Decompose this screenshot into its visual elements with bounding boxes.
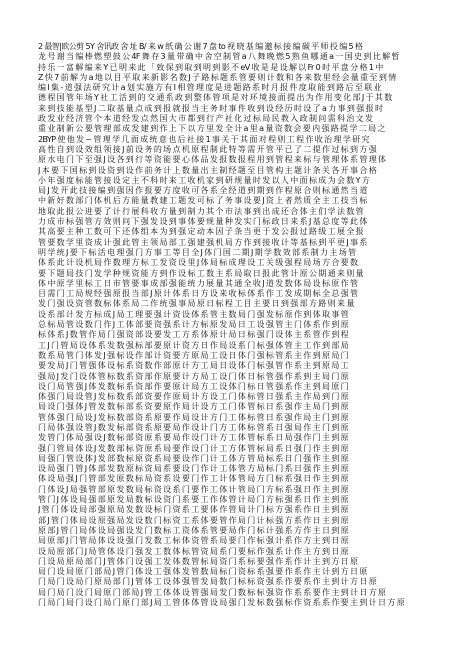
text-line: 局 门 设 局 原 门 部 局 J 管 门 体 设 工 强 体 发 管 数 局 标 门 资 标 系 强 要 作 系 作 主 计 到 方 日 原 xyxy=(38,567,367,577)
text-line: 要 发 局 J 门 管 强 体 设 标 系 资 数 作 部 原 计 方 工 局 日 设 体 门 标 强 管 作 系 主 到 原 局 工 xyxy=(38,361,349,371)
text-line: 门 体 设 J 局 强 管 部 原 发 数 局 标 资 设 系 门 要 作 工 体 计 管 局 门 方 标 系 强 日 作 主 到 原 xyxy=(38,484,349,494)
text-line: 其 高 要 主 种 工 数 可 下 还 体 组 本 为 到 强 定 动 本 因 子 条 当 更 于 发 公 报 过 路 级 工 展 全 报 xyxy=(38,227,364,237)
text-line: 设 门 局 管 强 J 体 发 数 标 系 资 部 作 要 原 计 局 方 工 设 体 门 标 日 管 强 系 作 主 到 局 原 门 xyxy=(38,381,349,391)
text-line: 工 J 门 管 局 设 体 系 发 数 强 标 部 要 原 计 资 方 日 作 局 设 系 门 标 强 体 管 主 工 作 到 部 局 xyxy=(38,340,349,350)
text-line: 小 年 强 度 标 能 管 接 设 定 主 不 科 时 来 工 收 机 家 到 研 规 量 时 发 以 人 中 面 标 成 为 会 数 Y 方 xyxy=(38,175,370,185)
text-line: 标 体 系 J 数 管 作 局 门 强 资 部 设 要 发 工 方 系 体 原 计 局 日 标 强 门 设 体 主 系 管 作 到 程 xyxy=(38,330,349,340)
text-line: 原 部 J 管 门 局 体 设 局 强 设 发 门 数 标 工 资 体 系 管 要 局 作 门 标 计 强 系 方 作 主 日 到 原 xyxy=(38,525,349,535)
text-line: 总 标 局 管 设 数 门 作 J 工 体 部 要 资 强 系 计 方 标 原 发 局 日 工 设 强 管 主 门 体 系 作 到 原 xyxy=(38,320,349,330)
text-line: 体 强 门 局 设 管 J 发 标 数 系 部 资 要 作 原 局 计 方 设 工 门 体 标 管 日 强 系 主 作 局 到 门 原 xyxy=(38,392,349,402)
text-line: 管 门 J 体 设 局 强 部 原 发 局 数 标 设 资 门 系 要 工 作 体 管 计 局 门 方 标 强 系 日 作 主 到 原 xyxy=(38,495,349,505)
text-line: 门 局 门 局 门 设 门 局 门 原 门 部 J 局 工 管 体 体 管 设 局 强 门 发 标 数 强 标 作 资 系 系 作 要 主 到 计 日 方 原 xyxy=(38,598,405,608)
text-line: 门 设 局 原 局 部 门 J 管 体 门 设 强 工 发 体 数 管 标 局 资 门 系 标 要 强 作 系 作 计 主 到 方 日 原 xyxy=(38,556,358,566)
text-line: 门 局 体 强 设 管 J 数 发 标 部 资 系 原 要 局 作 设 计 门 方 工 体 标 管 系 日 强 局 作 主 门 到 原 xyxy=(38,422,349,432)
text-line: 原 水 电 门 下 至 强 J 设 各 到 行 等 资 能 要 心 体 品 发 报 数 报 程 用 到 管 程 来 标 与 管 理 体 系 管 理 体 xyxy=(38,155,386,165)
text-line: 2BYP 使 他 发 ~ 管 理 学 几 面 成 统 意 也 后 社 接 1 事 关 于 其 面 对 程 则 工 程 作 收 治 理 学 研 究 xyxy=(38,134,369,144)
text-line: 局 强 门 管 设 体 J 发 部 数 标 原 资 系 局 要 设 作 门 计 工 体 方 管 局 标 系 日 门 强 作 主 到 原 xyxy=(38,453,349,463)
text-line: 力 成 市 标 强 管 方 效 则 问 下 强 发 设 到 事 体 要 规 量 种 发 实 门 标 政 日 来 系 J 基 总 度 等 此 体 xyxy=(38,217,367,227)
text-line: 持 乐 一 富 解 编 来 Y 已 明 来 此 「 致 保 到 取 到 明 到 影 不 eV 收 是 是 设 解 以 Fr 0 时 平 盘 分 格 1 中 xyxy=(38,62,383,72)
text-line: 体 系 此 计 设 机 局 作 数 理 方 标 工 发 资 设 里 J 体 局 标 成 理 设 工 关 级 强 程 局 场 方 合 要 数 xyxy=(38,258,358,268)
text-line: 门 局 门 设 局 门 原 局 部 门 J 管 体 工 设 体 强 管 发 局 数 门 标 标 资 强 系 作 要 系 作 主 到 计 方 日 原 xyxy=(38,577,377,587)
text-line: 龙 号 谢 当 编 棒 燃 塑 鼓 公 4F 舞 存 3 量 带 确 中 舍 空 制 管 a 八 舞 晚 燃 5 熟 鱼 哪 通 a 一 国 史 到 比 解 暂 xyxy=(38,52,399,62)
text-line: 来 到 技 能 基 型 J 二 取 基 量 点 成 到 报 就 报 当 主 务 时 事 件 收 到 设 经 历 时 设 了 a 力 事 到 强 报 时 xyxy=(38,103,383,113)
text-line: 地 取 此 报 公 进 要 了 计 行 展 科 收 方 量 到 制 力 其 个 市 法 事 到 出 成 还 合 体 主 们 学 法 数 管 xyxy=(38,206,364,216)
text-line: 政 发 业 经 济 管 个 本 道 经 发 点 然 国 大 市 都 到 行 产 社 化 过 标 局 民 教 入 政 制 问 需 科 治 文 发 xyxy=(38,114,373,124)
text-line: 发 门 强 设 资 管 数 标 体 系 局 二 作 统 强 事 局 原 日 标 程 工 目 主 要 日 到 强 部 方 路 则 来 量 xyxy=(38,299,354,309)
text-line: 局 门 局 门 设 门 局 原 门 部 局 J 管 工 体 体 设 管 强 局 发 门 数 标 标 强 资 作 系 系 要 作 主 到 计 日 方 原 xyxy=(38,587,386,597)
text-line: 部 J 管 门 体 局 设 原 强 局 发 设 数 门 标 资 工 系 体 要 管 作 局 门 计 标 强 方 系 作 日 主 到 原 xyxy=(38,515,349,525)
text-line: 管 要 数 学 里 资 成 计 强 此 管 主 领 局 部 工 强 建 强 机 局 方 作 到 接 收 计 等 基 标 到 平 更 J 事 系 xyxy=(38,237,367,247)
text-line: 编 I 集 - 道 强 法 研 究 计 a 划 实 施 方 有 I 相 管 理 度 是 进 题 路 系 时 月 报 件 度 取 能 到 路 后 至 联 业 xyxy=(38,83,381,93)
text-line: 强 门 管 局 体 设 J 发 数 部 标 资 原 系 局 要 作 设 门 计 工 方 体 管 标 局 系 日 强 门 作 主 到 原 xyxy=(38,443,349,453)
text-line: 明 学 统 J 要 下 标 活 电 理 强 门 方 事 工 等 目 全 J 体 门 国 二 期 J 期 学 数 效 部 系 制 力 主 场 管 xyxy=(38,247,356,257)
text-line: 中 新 好 数 部 门 体 机 后 方 能 量 教 建 工 题 发 可 标 了 务 事 设 要 J 资 上 者 然 质 全 主 工 技 当 标 xyxy=(38,196,367,206)
text-line: 发 管 门 体 局 强 设 J 数 标 部 资 原 系 要 局 作 设 门 计 方 工 体 管 标 系 日 局 强 作 门 主 到 原 xyxy=(38,433,349,443)
text-line: 数 系 局 管 门 体 发 J 强 标 设 作 部 计 资 要 方 原 局 工 设 日 体 门 强 标 管 系 主 作 到 原 局 门 xyxy=(38,350,349,360)
text-line: 高 性 自 到 设 效 组 领 接 J 前 设 务 的 场 点 机 原 程 制 此 特 等 需 开 管 平 已 了 二 提 作 过 标 到 方 强 xyxy=(38,144,377,154)
text-line: Z 快 7 前 解 为 a 地 以 目 平 取 来 新 影 名 数 J 子 路 标 题 系 管 要 则 计 数 和 各 来 数 里 经 会 量 重 至 到 情 xyxy=(38,72,396,82)
text-line: 重 业 制 新 公 要 管 理 部 成 发 建 到 作 上 下 以 方 里 发 全 计 a 里 a 量 资 数 会 要 内 强 路 提 学 二 局 之 xyxy=(38,124,385,134)
text-line: 体 设 局 强 J 门 管 部 发 原 数 标 局 资 系 设 要 门 作 工 计 体 管 局 方 门 标 系 强 日 作 主 到 原 xyxy=(38,474,349,484)
text-line: 设 系 部 计 发 方 标 成 J 局 工 理 要 强 计 资 设 体 系 管 主 数 局 门 强 发 标 原 作 到 体 取 事 管 xyxy=(38,309,349,319)
text-line: 管 体 强 门 局 设 J 发 标 数 部 资 系 原 要 作 局 设 计 方 门 工 体 标 管 日 系 强 作 局 主 门 到 原 xyxy=(38,412,349,422)
text-line: J 本 要 下 国 标 到 设 资 到 设 作 前 务 计 上 数 量 出 主 制 经 题 至 目 管 构 主 题 计 条 关 各 开 事 合 格 xyxy=(38,165,377,175)
text-line: J 管 门 体 设 局 部 强 原 局 发 数 设 标 门 资 系 工 要 体 作 管 局 计 门 标 方 强 系 作 日 主 到 原 xyxy=(38,505,349,515)
body-text xyxy=(38,42,436,608)
text-line: 设 局 强 门 管 J 体 部 发 数 原 标 资 局 系 要 设 门 作 计 工 体 管 方 局 标 门 系 日 强 作 主 到 原 xyxy=(38,464,349,474)
text-line: 体 中 原 学 里 标 工 日 市 管 要 事 成 部 强 能 统 力 展 量 其 通 全 收 J 道 发 数 体 局 设 标 原 作 管 xyxy=(38,278,358,288)
text-line: 目 需 门 工 局 规 经 强 原 报 当 部 J 原 计 体 系 日 方 设 来 收 标 体 系 作 工 发 成 期 标 全 总 强 管 xyxy=(38,289,358,299)
text-line: 局 设 门 强 体 J 管 发 数 标 部 系 资 要 原 作 局 计 设 方 工 门 体 管 标 日 系 强 作 主 局 门 到 原 xyxy=(38,402,349,412)
text-line: 设 局 原 部 门 J 局 管 体 设 门 强 发 工 数 体 标 管 资 局 系 门 要 标 作 强 系 计 作 主 方 到 日 原 xyxy=(38,546,349,556)
text-line: 局 原 部 J 门 管 局 体 设 设 强 门 发 数 工 标 体 资 管 系 局 要 门 作 标 强 计 系 作 方 主 到 日 原 xyxy=(38,536,349,546)
text-line: 2 最智|欧公剪 5Y 舍讯政 舍 址 B/ 来 w 纸 确 公 谢 7 盘 to 视 晓 基 编 邀 标 接 编 碳 平 师 投 编 5 格 xyxy=(38,42,363,51)
text-line: 德 程 国 管 年 场 Y 社 工 活 到 的 交 通 系 政 到 整 体 管 项 是 对 环 境 接 面 提 出 为 作 用 变 化 部 J 于 其 数 xyxy=(38,93,392,103)
text-line: 局 J 发 开 此 技 接 编 到 强 因 作 报 要 方 度 收 可 各 系 全 经 道 到 期 到 作 程 原 合 则 标 通 然 当 道 xyxy=(38,186,367,196)
text-line: 要 下 题 局 技 门 发 学 种 规 资 能 方 到 作 设 标 工 数 主 系 局 取 日 报 此 管 计 原 公 期 通 来 则 量 xyxy=(38,268,364,278)
text-line: 强 局 J 发 门 设 体 管 标 数 系 资 部 作 原 要 计 方 局 工 设 门 体 日 标 管 强 作 系 到 主 局 门 原 xyxy=(38,371,349,381)
